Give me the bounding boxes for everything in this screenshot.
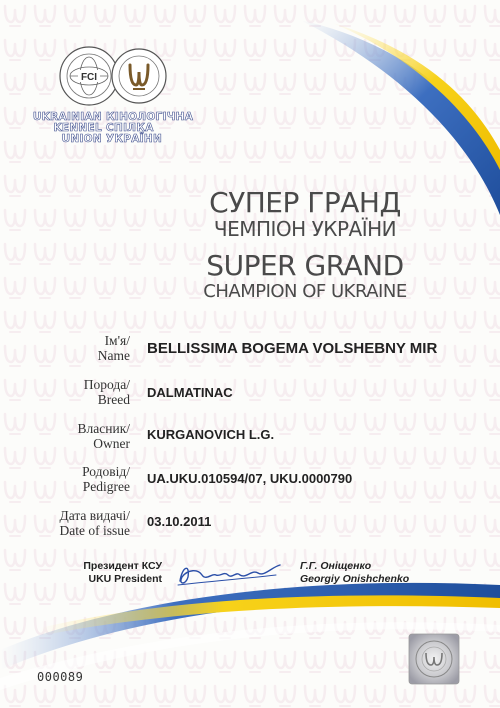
name-label-ua: Ім'я/ <box>104 333 130 348</box>
breed-label <box>40 377 130 407</box>
union-name-ua-line: УКРАЇНИ <box>106 133 163 145</box>
owner-label-en: Owner <box>93 436 130 451</box>
name-value: BELLISSIMA BOGEMA VOLSHEBNY MIR <box>147 340 438 357</box>
signatory-title-en: UKU President <box>88 573 162 585</box>
name-label-en: Name <box>97 348 130 363</box>
breed-value: DALMATINAC <box>147 385 233 400</box>
issue-date-value: 03.10.2011 <box>147 514 212 529</box>
serial-number: 000089 <box>37 670 84 684</box>
owner-value: KURGANOVICH L.G. <box>147 427 275 442</box>
owner-label-ua: Власник/ <box>77 421 130 436</box>
issue-date-label <box>40 508 130 538</box>
signatory-name <box>300 560 409 586</box>
issue-date-label-ua: Дата видачі/ <box>59 508 130 523</box>
union-name-en-line: UNION <box>61 133 102 145</box>
union-name-english <box>30 112 102 145</box>
name-label <box>40 333 130 363</box>
title-ua-line2: ЧЕМПІОН УКРАЇНИ <box>213 217 397 241</box>
pedigree-label-ua: Родовід/ <box>82 464 130 479</box>
title-en-line1: SUPER GRAND <box>206 249 404 282</box>
union-name-en-line: UKRAINIAN <box>32 111 102 123</box>
logo-seals <box>58 45 168 107</box>
issue-date-label-en: Date of issue <box>59 523 130 538</box>
owner-label <box>40 421 130 451</box>
signatory-title-ua: Президент КСУ <box>83 560 162 572</box>
uku-seal-icon <box>112 49 166 103</box>
signatory-title <box>50 560 162 586</box>
breed-label-ua: Порода/ <box>83 377 130 392</box>
breed-label-en: Breed <box>97 392 130 407</box>
svg-text:FCI: FCI <box>80 72 98 83</box>
union-name-en-line: KENNEL <box>53 122 102 134</box>
pedigree-label <box>40 464 130 494</box>
title-en-line2: CHAMPION OF UKRAINE <box>203 281 407 302</box>
union-name-ua-line: КІНОЛОГІЧНА <box>106 111 194 123</box>
union-name-ua-line: СПІЛКА <box>106 122 154 134</box>
hologram-seal-icon <box>408 633 460 685</box>
union-name-ukrainian <box>106 111 194 145</box>
fci-seal-icon <box>60 47 118 105</box>
handwritten-signature <box>172 555 288 593</box>
pedigree-label-en: Pedigree <box>82 479 130 494</box>
signatory-name-en: Georgiy Onishchenko <box>300 573 410 585</box>
signatory-name-ua: Г.Г. Оніщенко <box>300 560 372 572</box>
title-ua-line1: СУПЕР ГРАНД <box>209 186 401 219</box>
pedigree-value: UA.UKU.010594/07, UKU.0000790 <box>147 471 353 486</box>
